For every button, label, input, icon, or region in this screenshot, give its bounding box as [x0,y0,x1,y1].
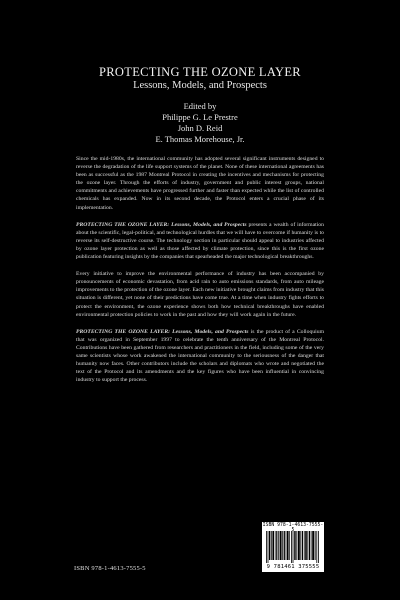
paragraph-contents [76,221,324,261]
paragraph-text: presents a wealth of information about the scientific, legal-political, and technological hurdles that we will have to overcome if humanity is to reverse its self-destructive course. The technology section in particular should appeal to industries affected by ozone layer protection as well as those affected by climate protection, since this is the first ozone publication featuring insights by the companies that spearheaded the major technological breakthroughs. [76,221,324,261]
paragraph-colloquium [76,328,324,385]
isbn-label: ISBN 978-1-4613-7555-5 [74,565,146,572]
edited-by-label: Edited by [183,101,217,111]
description-body [76,155,324,393]
barcode-bars-icon [266,531,320,563]
paragraph-industry: Every initiative to improve the environmental performance of industry has been accompanied by pronouncements of economic devastation, from acid rain to auto emissions standards, from auto mileage improvements to the protection of the ozone layer. Each new initiative brought claims from industry that this situation is different, yet none of their predictions have come true. At a time when industry fights efforts to protect the environment, the ozone experience shows both how technical breakthroughs have enabled environmental protection policies to work in the past and how they will work again in the future. [76,271,324,318]
book-title: PROTECTING THE OZONE LAYER [99,65,301,79]
paragraph-title-emphasis: PROTECTING THE OZONE LAYER: Lessons, Models, and Prospects [76,221,247,228]
paragraph-intro: Since the mid-1980s, the international community has adopted several significant instruments designed to reverse the degradation of the life support systems of the planet. None of these international agreements has been as successful as the 1987 Montreal Protocol in creating the incentives and mechanisms for protecting the ozone layer. Through the efforts of industry, government and public interest groups, national commitments and achievements have progressed further and faster than expected while the list of controlled chemicals has expanded. Now in its second decade, the Protocol enters a crucial phase of its implementation. [76,156,324,211]
editor-name: E. Thomas Morehouse, Jr. [155,134,245,144]
book-subtitle: Lessons, Models, and Prospects [133,80,267,91]
barcode-isbn-text: ISBN 978-1-4613-7555-5 [262,523,324,533]
barcode-number: 9 781461 375555 [266,564,320,570]
editor-name: John D. Reid [177,123,223,133]
barcode [262,522,324,572]
editors-block [0,101,400,145]
paragraph-text: is the product of a Colloquium that was organized in September 1997 to celebrate the tenth anniversary of the Montreal Protocol. Contributions have been gathered from researchers and practitioners in the field, including some of the very same scientists whose work awakened the international community to the seriousness of the danger that humanity now faces. Other contributors include the scholars and diplomats who wrote and negotiated the text of the Protocol and its amendments and the key figures who have been influential in convincing industry to support the process. [76,328,324,384]
editor-name: Philippe G. Le Prestre [162,112,238,122]
paragraph-title-emphasis: PROTECTING THE OZONE LAYER: Lessons, Models, and Prospects [76,328,249,335]
